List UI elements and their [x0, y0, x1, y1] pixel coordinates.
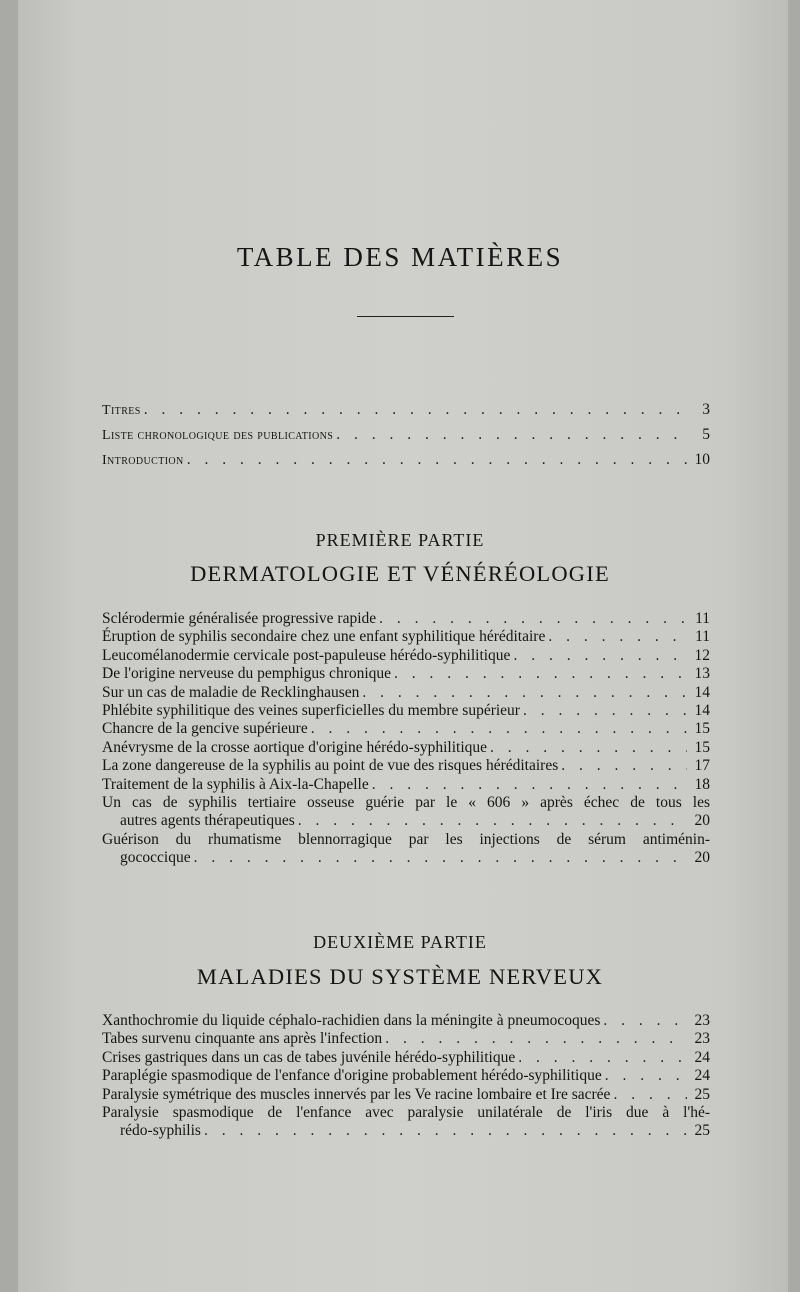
part2-title: MALADIES DU SYSTÈME NERVEUX — [196, 964, 604, 989]
toc-entry[interactable] — [102, 776, 710, 794]
entry-text: Xanthochromie du liquide céphalo-rachidien dans la méningite à pneumocoques — [102, 1012, 601, 1029]
page-number: 15 — [694, 720, 710, 738]
leader-dots — [194, 849, 687, 867]
leader-dots — [490, 739, 687, 757]
page-number: 3 — [702, 401, 710, 418]
leader-dots — [518, 1049, 687, 1067]
page-number: 17 — [694, 757, 710, 775]
entry-label: Introduction — [102, 453, 184, 468]
entry-text-line2: autres agents thérapeutiques — [120, 812, 295, 830]
leader-dots — [372, 776, 687, 794]
toc-entry[interactable] — [102, 702, 710, 720]
entry-text: Anévrysme de la crosse aortique d'origine hérédo-syphilitique — [102, 738, 488, 756]
page-number: 14 — [694, 683, 710, 701]
page-number: 15 — [694, 738, 710, 756]
leader-dots — [523, 702, 687, 720]
toc-entry[interactable] — [102, 1086, 710, 1104]
entry-text: Sur un cas de maladie de Recklinghausen — [102, 683, 360, 701]
entry-text: Paraplégie spasmodique de l'enfance d'origine probablement hérédo-syphilitique — [102, 1067, 602, 1085]
page-number: 20 — [694, 849, 710, 867]
entry-label: Liste chronologique des publications — [102, 428, 334, 443]
toc-entry[interactable] — [102, 1012, 710, 1030]
entry-text-line2: gococcique — [120, 849, 191, 867]
leader-dots — [204, 1122, 687, 1140]
entry-text: Sclérodermie généralisée progressive rapide — [102, 610, 377, 627]
toc-entry-wrapped[interactable] — [102, 1104, 710, 1141]
page-number: 11 — [695, 628, 710, 646]
toc-entry[interactable] — [102, 1049, 710, 1067]
part1-label: PREMIÈRE PARTIE — [315, 530, 485, 550]
page-number: 10 — [694, 451, 710, 468]
entry-text: Paralysie symétrique des muscles innervés par les Ve racine lombaire et Ire sacrée — [102, 1085, 611, 1103]
leader-dots — [605, 1067, 687, 1085]
toc-entry[interactable] — [102, 757, 710, 775]
entry-text: Crises gastriques dans un cas de tabes juvénile hérédo-syphilitique — [102, 1048, 516, 1066]
toc-entry-titres[interactable] — [102, 398, 710, 423]
page-number: 18 — [694, 775, 710, 793]
page-title: TABLE DES MATIÈRES — [236, 242, 564, 272]
leader-dots — [144, 398, 687, 422]
toc-entry[interactable] — [102, 720, 710, 738]
page-number: 14 — [694, 702, 710, 720]
part1-list — [102, 610, 710, 868]
entry-text: Leucomélanodermie cervicale post-papuleuse hérédo-syphilitique — [102, 646, 511, 664]
page-number: 12 — [694, 646, 710, 664]
part2-list — [102, 1012, 710, 1141]
page-number: 11 — [695, 610, 710, 627]
part1-title: DERMATOLOGIE ET VÉNÉRÉOLOGIE — [190, 561, 610, 586]
toc-entry-introduction[interactable] — [102, 448, 710, 473]
toc-entry-publications[interactable] — [102, 423, 710, 448]
leader-dots — [513, 647, 687, 665]
entry-text-line1: Paralysie spasmodique de l'enfance avec paralysie unilatérale de l'iris due à l'hé- — [102, 1104, 710, 1122]
entry-text: De l'origine nerveuse du pemphigus chronique — [102, 665, 392, 683]
entry-text: La zone dangereuse de la syphilis au point de vue des risques héréditaires — [102, 757, 559, 775]
entry-text: Traitement de la syphilis à Aix-la-Chapelle — [102, 775, 369, 793]
toc-entry[interactable] — [102, 647, 710, 665]
page-number: 23 — [694, 1030, 710, 1048]
leader-dots — [548, 628, 687, 646]
leader-dots — [362, 684, 687, 702]
leader-dots — [336, 423, 687, 447]
title-rule — [357, 316, 454, 317]
leader-dots — [561, 757, 687, 775]
toc-entry[interactable] — [102, 684, 710, 702]
leader-dots — [394, 665, 687, 683]
toc-entry-wrapped[interactable] — [102, 794, 710, 831]
page-number: 24 — [694, 1048, 710, 1066]
entry-text-line1: Guérison du rhumatisme blennorragique par les injections de sérum antiménin- — [102, 830, 710, 848]
page-number: 25 — [694, 1085, 710, 1103]
leader-dots — [187, 448, 687, 472]
toc-entry-wrapped[interactable] — [102, 831, 710, 868]
toc-entry[interactable] — [102, 610, 710, 628]
entry-text-line1: Un cas de syphilis tertiaire osseuse guérie par le « 606 » après échec de tous les — [102, 794, 710, 812]
leader-dots — [311, 720, 687, 738]
toc-entry[interactable] — [102, 665, 710, 683]
entry-text: Éruption de syphilis secondaire chez une enfant syphilitique héréditaire — [102, 628, 546, 646]
leader-dots — [379, 610, 687, 628]
leader-dots — [613, 1086, 687, 1104]
part2-label: DEUXIÈME PARTIE — [313, 932, 487, 952]
page-number: 20 — [694, 812, 710, 830]
page-number: 5 — [702, 426, 710, 443]
toc-entry[interactable] — [102, 1067, 710, 1085]
entry-text: Tabes survenu cinquante ans après l'infection — [102, 1030, 383, 1048]
leader-dots — [603, 1012, 687, 1030]
page-number: 24 — [694, 1067, 710, 1085]
toc-entry[interactable] — [102, 739, 710, 757]
page-number: 13 — [694, 665, 710, 683]
page-number: 25 — [694, 1122, 710, 1140]
entry-text: Chancre de la gencive supérieure — [102, 720, 308, 738]
entry-text-line2: rédo-syphilis — [120, 1122, 201, 1140]
page-number: 23 — [694, 1012, 710, 1029]
front-matter-list — [102, 398, 710, 473]
toc-entry[interactable] — [102, 1030, 710, 1048]
toc-entry[interactable] — [102, 628, 710, 646]
leader-dots — [385, 1030, 687, 1048]
leader-dots — [298, 812, 687, 830]
entry-label: Titres — [102, 403, 141, 418]
entry-text: Phlébite syphilitique des veines superficielles du membre supérieur — [102, 702, 520, 720]
